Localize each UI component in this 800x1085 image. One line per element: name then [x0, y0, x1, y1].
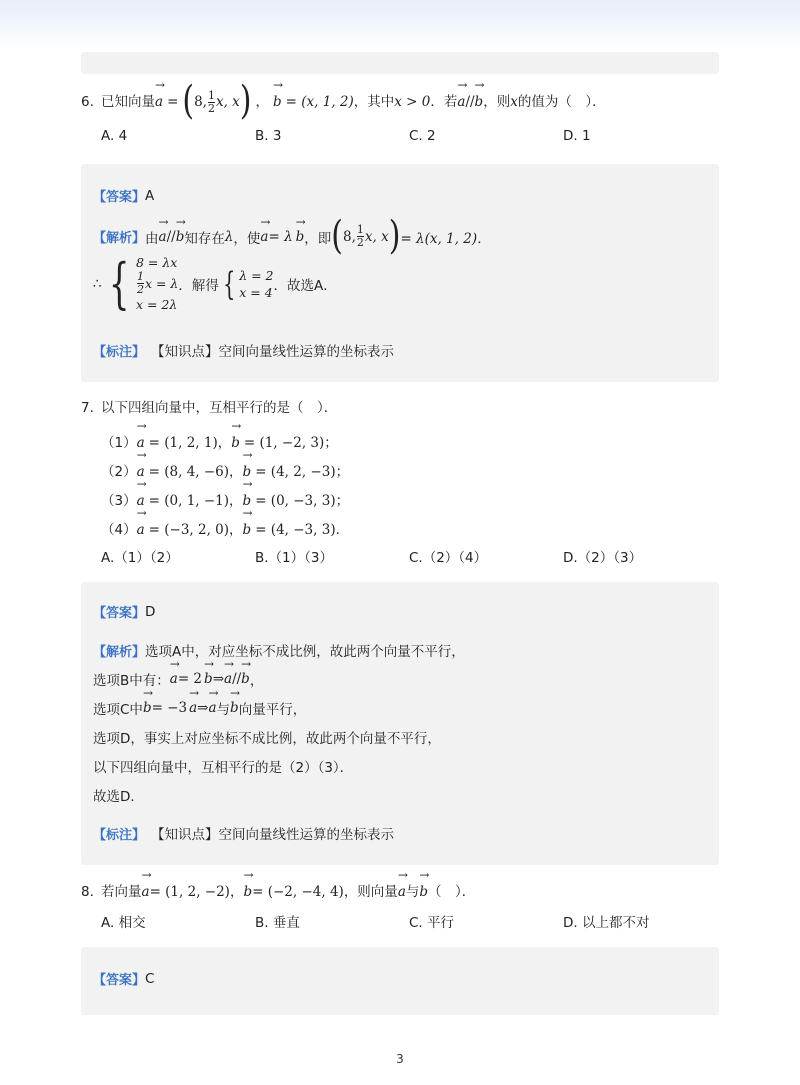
option-b: B. 3 — [255, 128, 282, 144]
text: ，使 — [233, 230, 261, 247]
analysis-line-5 — [93, 756, 353, 776]
vector-a: → a — [137, 433, 145, 453]
question-number: 7. — [81, 400, 94, 416]
answer-block-8 — [81, 947, 719, 1015]
cond-text: ，其中 — [353, 94, 395, 110]
group-index: （2） — [101, 463, 137, 480]
option-d: D.（2）（3） — [563, 550, 643, 566]
fraction-half — [208, 90, 215, 115]
tuple-part: x, x — [215, 94, 240, 110]
vector-a-value: = (8, 4, −6) — [148, 463, 230, 480]
question-8 — [81, 881, 721, 931]
tail-end: 的值为（ ）． — [517, 94, 606, 110]
answer-tag: 【答案】 — [93, 190, 146, 205]
system-lines — [136, 254, 178, 313]
answer-value: C — [145, 970, 155, 987]
group-index: （1） — [101, 434, 137, 451]
note-text: 【知识点】空间向量线性运算的坐标表示 — [151, 344, 395, 360]
right-paren: ) — [388, 213, 401, 259]
sep: ， — [229, 463, 243, 480]
analysis-line-3 — [93, 698, 306, 718]
vector-a: → a — [170, 671, 178, 687]
text: 选项D，事实上对应坐标不成比例，故此两个向量不平行， — [93, 731, 441, 747]
vector-b: → b — [419, 882, 428, 902]
sep: ， — [229, 884, 244, 900]
answer-tag: 【答案】 — [93, 606, 146, 621]
option-c: C.（2）（4） — [409, 550, 488, 566]
previous-answer-card-end — [81, 52, 719, 74]
text: 与 — [405, 884, 420, 900]
header-banner — [0, 0, 800, 48]
eq: = −3 — [151, 700, 188, 716]
end: ． — [335, 521, 350, 538]
sol-line: x = 4 — [239, 284, 273, 300]
vector-b: → b — [241, 671, 250, 687]
fraction-half: $\frac{1}{2}$ — [136, 270, 144, 296]
vector-b-value: = (x, 1, 2) — [285, 94, 354, 110]
variable-x: x — [510, 94, 518, 110]
answer-block-6 — [81, 164, 719, 382]
vector-a: → a — [398, 882, 406, 902]
analysis-line-1 — [93, 640, 465, 660]
option-a: A.（1）（2） — [101, 550, 179, 566]
text: 以下四组向量中，互相平行的是（2）（3）． — [93, 760, 354, 776]
frac-den: 2 — [207, 101, 215, 115]
lambda: λ — [224, 228, 234, 245]
option-d: D. 以上都不对 — [563, 915, 650, 931]
text: 向量平行， — [238, 702, 307, 718]
equals: = — [167, 94, 179, 110]
left-paren: ( — [331, 213, 344, 259]
vector-a: → a — [137, 462, 145, 482]
answer-tag: 【答案】 — [93, 973, 146, 988]
sys-line: 8 = λx — [135, 255, 178, 270]
group-index: （4） — [101, 521, 137, 538]
left-paren: ( — [182, 78, 195, 125]
sys-line — [136, 271, 178, 296]
question-number: 8. — [81, 884, 94, 900]
parallel-symbol: // — [166, 228, 176, 245]
vector-b-value: = (1, −2, 3) — [243, 434, 325, 451]
vector-a: → a — [155, 92, 163, 112]
analysis-line-4 — [93, 727, 441, 747]
text: 与 — [216, 702, 231, 718]
frac-den: 2 — [356, 236, 364, 249]
option-b: B.（1）（3） — [255, 550, 333, 566]
vector-a: → a — [142, 882, 150, 902]
stem-text: 若向量 — [101, 884, 142, 900]
text: ．解得 — [178, 277, 219, 294]
frac-num: 1 — [207, 88, 215, 102]
note-line — [93, 340, 394, 360]
page-number: 3 — [396, 1052, 404, 1066]
tail-text: ，则 — [483, 94, 511, 110]
vector-groups — [101, 428, 349, 544]
vector-b: → b — [296, 229, 305, 245]
stem-text: 以下四组向量中，互相平行的是（ ）． — [101, 400, 338, 416]
therefore: ∴ — [93, 275, 102, 292]
vector-b: → b — [230, 700, 239, 716]
stem-text: 已知向量 — [101, 94, 155, 110]
end: ， — [249, 673, 264, 689]
parallel-text: ．若 — [430, 94, 458, 110]
option-d: D. 1 — [563, 128, 591, 144]
analysis-tag: 【解析】 — [93, 644, 146, 660]
vector-b: → b — [243, 491, 252, 511]
vector-b: → b — [243, 520, 252, 540]
brace: { — [108, 251, 130, 315]
vector-a-value: = (−3, 2, 0) — [148, 521, 230, 538]
frac-num: 1 — [356, 223, 364, 236]
sep: ， — [229, 521, 243, 538]
sep: ， — [217, 434, 232, 451]
vector-a: → a — [189, 700, 197, 716]
options — [101, 911, 717, 931]
options — [101, 546, 717, 566]
question-number: 6. — [81, 94, 94, 110]
cond-math: x > 0 — [394, 94, 431, 110]
eq: = λ — [268, 228, 293, 245]
option-c: C. 2 — [409, 128, 436, 144]
vector-b-value: = (−2, −4, 4) — [252, 884, 344, 900]
vector-b-value: = (4, 2, −3) — [255, 463, 336, 480]
text: 选项A中，对应坐标不成比例，故此两个向量不平行， — [145, 644, 465, 660]
vector-b: → b — [231, 433, 240, 453]
solution-lines — [239, 267, 273, 301]
note-text: 【知识点】空间向量线性运算的坐标表示 — [151, 827, 395, 843]
tuple-part: 8, — [194, 94, 207, 110]
vector-b: → b — [243, 462, 252, 482]
vector-a: → a — [208, 700, 216, 716]
parallel-symbol: // — [465, 94, 475, 110]
text: 故选D． — [93, 789, 144, 805]
equation-system — [93, 251, 337, 315]
text: 知存在 — [184, 230, 225, 247]
implies: ⇒ — [212, 671, 224, 687]
analysis-tag: 【解析】 — [93, 231, 146, 246]
note-tag: 【标注】 — [93, 827, 146, 843]
text: ．故选A． — [273, 277, 337, 294]
text: ，则向量 — [343, 884, 398, 900]
vector-b: → b — [204, 671, 213, 687]
text: 选项B中有： — [93, 673, 170, 689]
analysis-line-1 — [93, 213, 491, 259]
vector-a-value: = (0, 1, −1) — [148, 492, 230, 509]
rhs: = λ(x, 1, 2)． — [400, 230, 491, 247]
end: ； — [335, 492, 350, 509]
answer-value: D — [145, 603, 156, 620]
vector-a-value: = (1, 2, 1) — [148, 434, 218, 451]
vector-a: → a — [224, 671, 232, 687]
vector-b: → b — [176, 229, 185, 245]
vector-a: → a — [159, 229, 167, 245]
tuple-part: 8, — [343, 228, 356, 245]
vector-a: → a — [260, 229, 268, 245]
analysis-line-6 — [93, 785, 144, 805]
option-b: B. 垂直 — [255, 915, 300, 931]
text: ，即 — [304, 230, 332, 247]
sys-line: x = 2λ — [135, 297, 178, 312]
vector-b-value: = (0, −3, 3) — [255, 492, 336, 509]
implies: ⇒ — [197, 700, 209, 716]
option-a: A. 4 — [101, 128, 128, 144]
eq: = 2 — [177, 671, 203, 687]
brace: { — [222, 264, 236, 303]
end: ； — [324, 434, 338, 451]
vector-a: → a — [137, 520, 145, 540]
tuple-part: x, x — [364, 228, 389, 245]
answer-block-7 — [81, 582, 719, 865]
vector-b: → b — [143, 700, 152, 716]
option-c: C. 平行 — [409, 915, 455, 931]
note-tag: 【标注】 — [93, 344, 146, 360]
vector-b: → b — [475, 92, 484, 112]
vector-b: → b — [273, 92, 282, 112]
question-6: 6. 已知向量 → a = ( 8, $\frac{1}{2}$ x, x ) ， → b = (x, 1, 2) ，其中 x > 0 ．若 → a // → b ，则 x 的值为（ ）． A. 4 B. 3 C. 2 D. 1 — [81, 86, 721, 118]
right-paren: ) — [239, 78, 252, 125]
note-line — [93, 823, 394, 843]
sys-line-text: x = λ — [144, 276, 179, 291]
sep: ， — [229, 492, 243, 509]
vector-b: → b — [243, 882, 252, 902]
text: （ ）． — [428, 884, 476, 900]
options — [101, 128, 717, 144]
group-index: （3） — [101, 492, 137, 509]
parallel: // — [232, 671, 242, 687]
question-7 — [81, 398, 721, 566]
text: 选项C中 — [93, 702, 143, 718]
vector-a: → a — [137, 491, 145, 511]
vector-a-value: = (1, 2, −2) — [149, 884, 230, 900]
answer-value: A — [145, 187, 155, 204]
text: 由 — [145, 230, 159, 247]
end: ； — [335, 463, 350, 480]
fraction-half — [357, 224, 364, 249]
vector-a: → a — [457, 92, 465, 112]
sol-line: λ = 2 — [239, 267, 274, 283]
vector-group-4 — [101, 515, 349, 544]
option-a: A. 相交 — [101, 915, 146, 931]
vector-b-value: = (4, −3, 3) — [255, 521, 336, 538]
